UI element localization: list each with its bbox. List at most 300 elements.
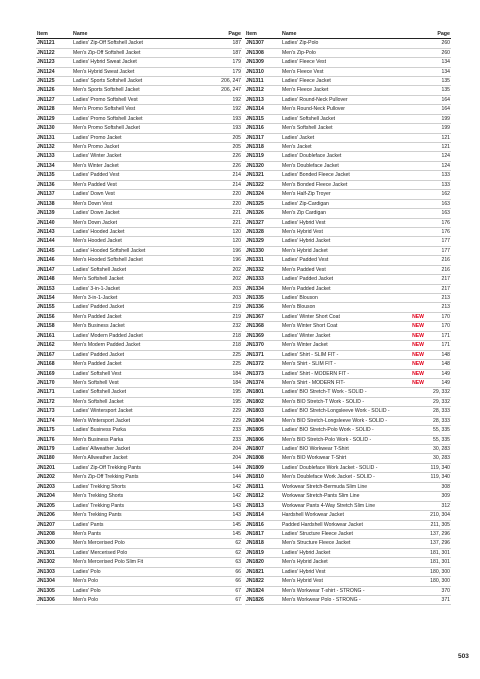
table-row bbox=[245, 511, 451, 520]
page-reference: 184 bbox=[216, 369, 242, 378]
item-code: JN1304 bbox=[36, 577, 72, 586]
table-row bbox=[36, 529, 242, 538]
new-badge bbox=[403, 548, 425, 557]
item-code: JN1370 bbox=[245, 341, 281, 350]
item-code: JN1324 bbox=[245, 190, 281, 199]
page-reference: 30, 283 bbox=[425, 445, 451, 454]
item-code: JN1318 bbox=[245, 143, 281, 152]
page-reference: 233 bbox=[216, 435, 242, 444]
item-code: JN1805 bbox=[245, 426, 281, 435]
item-code: JN1133 bbox=[36, 152, 72, 161]
page-reference: 213 bbox=[425, 294, 451, 303]
page-column-header: Page bbox=[425, 30, 451, 39]
table-row bbox=[245, 548, 451, 557]
product-name: Ladies' Hybrid Vest bbox=[281, 218, 403, 227]
page-reference: 176 bbox=[425, 218, 451, 227]
table-row bbox=[245, 143, 451, 152]
product-name: Ladies' Structure Fleece Jacket bbox=[281, 529, 403, 538]
product-name: Ladies' Round-Neck Pullover bbox=[281, 95, 403, 104]
product-name: Men's Fleece Jacket bbox=[281, 86, 403, 95]
new-badge bbox=[403, 445, 425, 454]
item-code: JN1131 bbox=[36, 133, 72, 142]
table-row bbox=[245, 331, 451, 340]
item-code: JN1123 bbox=[36, 58, 72, 67]
table-row bbox=[245, 275, 451, 284]
table-row bbox=[36, 577, 242, 586]
table-row bbox=[245, 341, 451, 350]
table-row bbox=[245, 161, 451, 170]
product-name: Ladies' Hybrid Jacket bbox=[281, 237, 403, 246]
table-row bbox=[36, 190, 242, 199]
product-name: Men's Hybrid Jacket bbox=[281, 558, 403, 567]
new-badge bbox=[403, 218, 425, 227]
page-reference: 211, 305 bbox=[425, 520, 451, 529]
table-row bbox=[245, 284, 451, 293]
item-code: JN1816 bbox=[245, 520, 281, 529]
item-code: JN1145 bbox=[36, 246, 72, 255]
page-reference: 171 bbox=[425, 331, 451, 340]
new-badge bbox=[403, 397, 425, 406]
item-code: JN1156 bbox=[36, 312, 72, 321]
page-reference: 134 bbox=[425, 58, 451, 67]
product-name: Ladies' BIO Stretch-Polo Work - SOLID - bbox=[281, 426, 403, 435]
item-code: JN1368 bbox=[245, 322, 281, 331]
table-row bbox=[36, 284, 242, 293]
name-column-header: Name bbox=[72, 30, 216, 39]
table-row bbox=[36, 360, 242, 369]
product-name: Men's Jacket bbox=[281, 143, 403, 152]
table-header-row bbox=[245, 30, 451, 39]
new-badge bbox=[403, 275, 425, 284]
page-reference: 164 bbox=[425, 105, 451, 114]
page-reference: 124 bbox=[425, 161, 451, 170]
table-row bbox=[36, 58, 242, 67]
table-row bbox=[36, 95, 242, 104]
page-number: 503 bbox=[458, 653, 469, 660]
item-code: JN1315 bbox=[245, 114, 281, 123]
new-badge bbox=[403, 48, 425, 57]
item-code: JN1147 bbox=[36, 265, 72, 274]
new-badge bbox=[403, 520, 425, 529]
product-name: Men's Padded Jacket bbox=[72, 360, 216, 369]
product-name: Men's Padded Jacket bbox=[72, 312, 216, 321]
page-reference: 30, 283 bbox=[425, 454, 451, 463]
table-row bbox=[245, 303, 451, 312]
table-row bbox=[36, 501, 242, 510]
product-name: Men's Zip Cardigan bbox=[281, 209, 403, 218]
table-row bbox=[36, 124, 242, 133]
product-name: Hardshell Workwear Jacket bbox=[281, 511, 403, 520]
item-code: JN1322 bbox=[245, 180, 281, 189]
product-name: Men's Padded Vest bbox=[72, 180, 216, 189]
item-code: JN1325 bbox=[245, 199, 281, 208]
item-code: JN1161 bbox=[36, 331, 72, 340]
table-row bbox=[36, 246, 242, 255]
table-body bbox=[245, 39, 451, 605]
page-reference: 148 bbox=[425, 360, 451, 369]
page-reference: 55, 335 bbox=[425, 426, 451, 435]
product-name: Men's Softshell Jacket bbox=[72, 397, 216, 406]
product-name: Men's Doubleface Jacket bbox=[281, 161, 403, 170]
item-code: JN1132 bbox=[36, 143, 72, 152]
table-row bbox=[36, 199, 242, 208]
page-reference: 206, 247 bbox=[216, 86, 242, 95]
product-name: Workwear Stretch-Bermuda Slim Line bbox=[281, 482, 403, 491]
product-name: Ladies' Down Jacket bbox=[72, 209, 216, 218]
table-row bbox=[36, 341, 242, 350]
table-row bbox=[245, 246, 451, 255]
product-name: Men's Promo Softshell Jacket bbox=[72, 124, 216, 133]
new-badge bbox=[403, 558, 425, 567]
item-code: JN1162 bbox=[36, 341, 72, 350]
product-name: Men's Wintersport Jacket bbox=[72, 416, 216, 425]
item-code: JN1311 bbox=[245, 76, 281, 85]
page-reference: 195 bbox=[216, 397, 242, 406]
item-code: JN1824 bbox=[245, 586, 281, 595]
item-code: JN1158 bbox=[36, 322, 72, 331]
item-code: JN1169 bbox=[36, 369, 72, 378]
page-reference: 214 bbox=[216, 180, 242, 189]
new-badge bbox=[403, 463, 425, 472]
page-reference: 149 bbox=[425, 369, 451, 378]
page-reference: 196 bbox=[216, 256, 242, 265]
table-row bbox=[36, 435, 242, 444]
table-row bbox=[245, 482, 451, 491]
item-code: JN1137 bbox=[36, 190, 72, 199]
product-name: Ladies' Doubleface Jacket bbox=[281, 152, 403, 161]
product-name: Men's Padded Jacket bbox=[281, 284, 403, 293]
item-code: JN1170 bbox=[36, 378, 72, 387]
page-reference: 221 bbox=[216, 218, 242, 227]
new-badge bbox=[403, 209, 425, 218]
item-code: JN1146 bbox=[36, 256, 72, 265]
new-badge bbox=[403, 152, 425, 161]
new-badge: NEW bbox=[403, 322, 425, 331]
table-row bbox=[245, 360, 451, 369]
product-name: Workwear Pants 4-Way Stretch Slim Line bbox=[281, 501, 403, 510]
table-row bbox=[245, 124, 451, 133]
new-badge bbox=[403, 294, 425, 303]
new-badge bbox=[403, 529, 425, 538]
item-code: JN1171 bbox=[36, 388, 72, 397]
item-code: JN1813 bbox=[245, 501, 281, 510]
product-name: Men's Shirt - MODERN FIT- bbox=[281, 378, 403, 387]
product-name: Ladies' Promo Jacket bbox=[72, 133, 216, 142]
item-code: JN1822 bbox=[245, 577, 281, 586]
page-reference: 181, 301 bbox=[425, 558, 451, 567]
left-index-column bbox=[36, 30, 242, 605]
product-name: Men's Zip-Off Trekking Pants bbox=[72, 473, 216, 482]
page-reference: 162 bbox=[425, 190, 451, 199]
page-reference: 205 bbox=[216, 133, 242, 142]
new-badge bbox=[403, 124, 425, 133]
product-name: Men's Business Parka bbox=[72, 435, 216, 444]
item-code: JN1334 bbox=[245, 284, 281, 293]
table-row bbox=[245, 567, 451, 576]
product-name: Ladies' BIO Stretch-T Work - SOLID - bbox=[281, 388, 403, 397]
table-row bbox=[245, 265, 451, 274]
table-row bbox=[36, 48, 242, 57]
product-name: Ladies' Softshell Jacket bbox=[72, 388, 216, 397]
table-row bbox=[245, 218, 451, 227]
product-name: Ladies' Hybrid Jacket bbox=[281, 548, 403, 557]
product-name: Ladies' 3-in-1-Jacket bbox=[72, 284, 216, 293]
new-badge bbox=[403, 492, 425, 501]
table-row bbox=[245, 520, 451, 529]
item-code: JN1819 bbox=[245, 548, 281, 557]
page-reference: 202 bbox=[216, 265, 242, 274]
product-name: Ladies' Promo Softshell Vest bbox=[72, 95, 216, 104]
page-reference: 67 bbox=[216, 586, 242, 595]
product-name: Men's Promo Jacket bbox=[72, 143, 216, 152]
table-row bbox=[245, 426, 451, 435]
new-badge bbox=[403, 133, 425, 142]
table-row bbox=[245, 558, 451, 567]
item-code: JN1329 bbox=[245, 237, 281, 246]
page-reference: 195 bbox=[216, 388, 242, 397]
item-code: JN1303 bbox=[36, 567, 72, 576]
page-reference: 180, 300 bbox=[425, 567, 451, 576]
page-reference: 171 bbox=[425, 341, 451, 350]
product-name: Ladies' Doubleface Work Jacket - SOLID - bbox=[281, 463, 403, 472]
page-reference: 62 bbox=[216, 548, 242, 557]
new-badge bbox=[403, 246, 425, 255]
item-code: JN1817 bbox=[245, 529, 281, 538]
product-name: Ladies' Down Vest bbox=[72, 190, 216, 199]
page-reference: 163 bbox=[425, 199, 451, 208]
table-row bbox=[36, 482, 242, 491]
item-code: JN1206 bbox=[36, 511, 72, 520]
table-row bbox=[36, 445, 242, 454]
item-code: JN1810 bbox=[245, 473, 281, 482]
item-code: JN1821 bbox=[245, 567, 281, 576]
table-row bbox=[36, 511, 242, 520]
product-name: Men's BIO Stretch-Longsleeve Work - SOLID - bbox=[281, 416, 403, 425]
table-row bbox=[36, 558, 242, 567]
item-code: JN1125 bbox=[36, 76, 72, 85]
item-code: JN1814 bbox=[245, 511, 281, 520]
item-code: JN1176 bbox=[36, 435, 72, 444]
item-code: JN1153 bbox=[36, 284, 72, 293]
item-code: JN1327 bbox=[245, 218, 281, 227]
item-code: JN1143 bbox=[36, 227, 72, 236]
item-code: JN1138 bbox=[36, 199, 72, 208]
item-code: JN1126 bbox=[36, 86, 72, 95]
new-badge bbox=[403, 199, 425, 208]
product-name: Ladies' Modern Padded Jacket bbox=[72, 331, 216, 340]
new-badge bbox=[403, 586, 425, 595]
table-row bbox=[245, 435, 451, 444]
new-badge bbox=[403, 190, 425, 199]
product-name: Men's Winter Jacket bbox=[281, 341, 403, 350]
table-row bbox=[36, 114, 242, 123]
table-row bbox=[245, 416, 451, 425]
item-column-header: Item bbox=[36, 30, 72, 39]
product-name: Men's Round-Neck Pullover bbox=[281, 105, 403, 114]
new-badge bbox=[403, 435, 425, 444]
page-reference: 220 bbox=[216, 199, 242, 208]
page-reference: 63 bbox=[216, 558, 242, 567]
item-code: JN1201 bbox=[36, 463, 72, 472]
new-badge: NEW bbox=[403, 378, 425, 387]
index-table-left bbox=[36, 30, 242, 605]
product-name: Ladies' Zip-Off Trekking Pants bbox=[72, 463, 216, 472]
table-row bbox=[245, 199, 451, 208]
product-name: Ladies' Softshell Jacket bbox=[72, 265, 216, 274]
new-badge bbox=[403, 227, 425, 236]
product-name: Ladies' BIO Stretch-Longsleeve Work - SOLID - bbox=[281, 407, 403, 416]
table-row bbox=[245, 397, 451, 406]
product-name: Men's Sports Softshell Jacket bbox=[72, 86, 216, 95]
page-reference: 193 bbox=[216, 124, 242, 133]
product-name: Ladies' Pants bbox=[72, 520, 216, 529]
item-code: JN1332 bbox=[245, 265, 281, 274]
page-reference: 124 bbox=[425, 152, 451, 161]
item-code: JN1168 bbox=[36, 360, 72, 369]
table-row bbox=[245, 190, 451, 199]
item-code: JN1806 bbox=[245, 435, 281, 444]
page-reference: 29, 332 bbox=[425, 397, 451, 406]
item-code: JN1307 bbox=[245, 39, 281, 48]
item-code: JN1372 bbox=[245, 360, 281, 369]
product-name: Ladies' Zip-Off Softshell Jacket bbox=[72, 39, 216, 48]
table-row bbox=[245, 312, 451, 321]
product-name: Men's Down Vest bbox=[72, 199, 216, 208]
new-badge bbox=[403, 567, 425, 576]
table-row bbox=[245, 501, 451, 510]
page-reference: 66 bbox=[216, 567, 242, 576]
page-reference: 217 bbox=[425, 275, 451, 284]
table-row bbox=[245, 133, 451, 142]
new-badge bbox=[403, 237, 425, 246]
table-row bbox=[36, 548, 242, 557]
product-name: Ladies' Trekking Shorts bbox=[72, 482, 216, 491]
item-code: JN1330 bbox=[245, 246, 281, 255]
item-code: JN1135 bbox=[36, 171, 72, 180]
table-row bbox=[36, 133, 242, 142]
item-code: JN1326 bbox=[245, 209, 281, 218]
page-reference: 121 bbox=[425, 143, 451, 152]
page-reference: 135 bbox=[425, 86, 451, 95]
page-reference: 199 bbox=[425, 124, 451, 133]
table-row bbox=[245, 86, 451, 95]
item-code: JN1807 bbox=[245, 445, 281, 454]
table-row bbox=[36, 227, 242, 236]
new-badge bbox=[403, 473, 425, 482]
item-code: JN1310 bbox=[245, 67, 281, 76]
product-name: Men's Zip-Off Softshell Jacket bbox=[72, 48, 216, 57]
table-row bbox=[245, 76, 451, 85]
page-reference: 233 bbox=[216, 426, 242, 435]
table-row bbox=[36, 397, 242, 406]
product-name: Ladies' Hooded Softshell Jacket bbox=[72, 246, 216, 255]
table-row bbox=[245, 152, 451, 161]
product-name: Men's Trekking Pants bbox=[72, 511, 216, 520]
table-row bbox=[36, 67, 242, 76]
page-reference: 210, 304 bbox=[425, 511, 451, 520]
table-row bbox=[245, 114, 451, 123]
page-reference: 142 bbox=[216, 482, 242, 491]
product-name: Men's Bonded Fleece Jacket bbox=[281, 180, 403, 189]
product-name: Ladies' Bonded Fleece Jacket bbox=[281, 171, 403, 180]
item-code: JN1804 bbox=[245, 416, 281, 425]
table-row bbox=[245, 529, 451, 538]
product-name: Ladies' Padded Jacket bbox=[72, 350, 216, 359]
table-row bbox=[36, 388, 242, 397]
product-name: Men's Business Jacket bbox=[72, 322, 216, 331]
item-code: JN1319 bbox=[245, 152, 281, 161]
new-badge bbox=[403, 284, 425, 293]
item-code: JN1308 bbox=[245, 48, 281, 57]
table-row bbox=[245, 407, 451, 416]
product-name: Men's Polo bbox=[72, 596, 216, 605]
item-code: JN1316 bbox=[245, 124, 281, 133]
page-reference: 213 bbox=[425, 303, 451, 312]
table-row bbox=[245, 58, 451, 67]
item-code: JN1122 bbox=[36, 48, 72, 57]
right-index-column bbox=[245, 30, 451, 605]
item-code: JN1314 bbox=[245, 105, 281, 114]
product-name: Ladies' Padded Vest bbox=[281, 256, 403, 265]
new-badge bbox=[403, 105, 425, 114]
item-code: JN1367 bbox=[245, 312, 281, 321]
table-row bbox=[36, 105, 242, 114]
page-column-header: Page bbox=[216, 30, 242, 39]
table-row bbox=[36, 180, 242, 189]
page-reference: 204 bbox=[216, 445, 242, 454]
item-code: JN1300 bbox=[36, 539, 72, 548]
table-row bbox=[36, 567, 242, 576]
product-name: Men's Doubleface Work Jacket - SOLID - bbox=[281, 473, 403, 482]
table-row bbox=[36, 473, 242, 482]
item-code: JN1331 bbox=[245, 256, 281, 265]
product-name: Ladies' Trekking Pants bbox=[72, 501, 216, 510]
page-reference: 187 bbox=[216, 39, 242, 48]
new-badge: NEW bbox=[403, 369, 425, 378]
product-name: Ladies' Hybrid Sweat Jacket bbox=[72, 58, 216, 67]
table-row bbox=[36, 275, 242, 284]
item-code: JN1136 bbox=[36, 180, 72, 189]
product-name: Ladies' Shirt - MODERN FIT - bbox=[281, 369, 403, 378]
page-reference: 119, 340 bbox=[425, 463, 451, 472]
page-reference: 218 bbox=[216, 341, 242, 350]
item-code: JN1809 bbox=[245, 463, 281, 472]
table-row bbox=[245, 378, 451, 387]
new-badge bbox=[403, 39, 425, 48]
product-name: Men's Workwear T-shirt - STRONG - bbox=[281, 586, 403, 595]
product-name: Men's Workwear Polo - STRONG - bbox=[281, 596, 403, 605]
page-reference: 29, 332 bbox=[425, 388, 451, 397]
page-reference: 221 bbox=[216, 209, 242, 218]
new-badge bbox=[403, 454, 425, 463]
table-row bbox=[245, 256, 451, 265]
page-reference: 145 bbox=[216, 520, 242, 529]
page-reference: 219 bbox=[216, 303, 242, 312]
product-name: Men's Half-Zip Troyer bbox=[281, 190, 403, 199]
item-code: JN1320 bbox=[245, 161, 281, 170]
new-badge: NEW bbox=[403, 312, 425, 321]
table-row bbox=[36, 294, 242, 303]
page-reference: 205 bbox=[216, 143, 242, 152]
item-code: JN1317 bbox=[245, 133, 281, 142]
item-code: JN1336 bbox=[245, 303, 281, 312]
page-reference: 121 bbox=[425, 133, 451, 142]
page-reference: 137, 296 bbox=[425, 529, 451, 538]
new-badge: NEW bbox=[403, 341, 425, 350]
table-row bbox=[36, 86, 242, 95]
page-reference: 232 bbox=[216, 322, 242, 331]
product-name: Men's Blouson bbox=[281, 303, 403, 312]
